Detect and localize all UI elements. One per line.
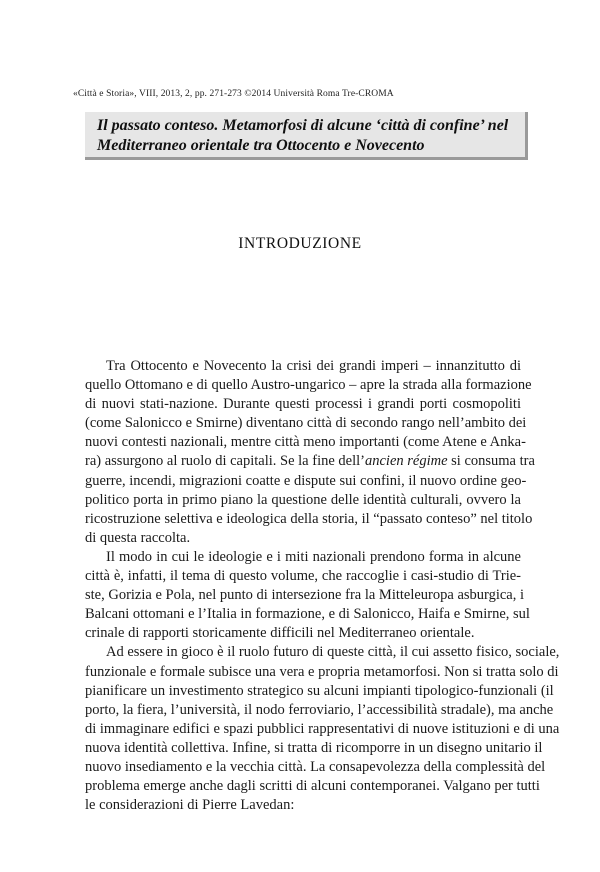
text-line: ricostruzione selettiva e ideologica della storia, il “passato conteso” nel titolo	[85, 510, 533, 527]
text-line: nuovi contesti nazionali, mentre città meno importanti (come Atene e Anka-	[85, 434, 526, 451]
section-heading: INTRODUZIONE	[238, 235, 362, 252]
paragraph-1	[85, 357, 535, 548]
article-title-line-1: Il passato conteso. Metamorfosi di alcune ‘città di confine’ nel	[97, 117, 509, 134]
text-line: Tra Ottocento e Novecento la crisi dei grandi imperi – innanzitutto di	[106, 358, 521, 374]
text-line: di immaginare edifici e spazi pubblici rappresentativi di nuove istituzioni e di una	[85, 720, 560, 737]
text-line: (come Salonicco e Smirne) diventano città di secondo rango nell’ambito dei	[85, 415, 527, 432]
text-line: di nuovi stati-nazione. Durante questi processi i grandi porti cosmopoliti	[85, 396, 521, 413]
text-line: Il modo in cui le ideologie e i miti nazionali prendono forma in alcune	[106, 548, 521, 565]
text-line: politico porta in primo piano la questione delle identità culturali, ovvero la	[85, 491, 521, 508]
text-line: le considerazioni di Pierre Lavedan:	[85, 797, 295, 814]
article-title-line-2: Mediterraneo orientale tra Ottocento e Novecento	[97, 137, 425, 154]
body-text	[85, 357, 560, 815]
text-line: nuova identità collettiva. Infine, si tratta di ricomporre in un disegno unitario il	[85, 739, 543, 756]
text-line: Balcani ottomani e l’Italia in formazione, e di Salonicco, Haifa e Smirne, sul	[85, 606, 530, 623]
text-line: città è, infatti, il tema di questo volume, che raccoglie i casi-studio di Trie-	[85, 568, 521, 585]
text-line: pianificare un investimento strategico su alcuni impianti tipologico-funzionali (il	[85, 682, 554, 699]
text-fragment: si consuma tra	[447, 453, 535, 470]
journal-citation: «Città e Storia», VIII, 2013, 2, pp. 271-273 ©2014 Università Roma Tre-CROMA	[73, 89, 394, 99]
text-line: guerre, incendi, migrazioni coatte e dispute sui confini, il nuovo ordine geo-	[85, 472, 527, 489]
text-line	[85, 452, 535, 471]
text-line: quello Ottomano e di quello Austro-ungarico – apre la strada alla formazione	[85, 377, 532, 394]
article-title	[97, 116, 522, 156]
text-line: problema emerge anche dagli scritti di alcuni contemporanei. Valgano per tutti	[85, 778, 540, 795]
paragraph-2	[85, 548, 530, 643]
italic-term: ancien régime	[364, 453, 448, 470]
text-line: nuovo insediamento e la vecchia città. La consapevolezza della complessità del	[85, 758, 546, 775]
text-line: funzionale e formale subisce una vera e propria metamorfosi. Non si tratta solo di	[85, 663, 559, 680]
text-line: Ad essere in gioco è il ruolo futuro di queste città, il cui assetto fisico, sociale,	[106, 644, 560, 661]
text-fragment: ra) assurgono al ruolo di capitali. Se la fine dell’	[85, 453, 365, 470]
text-line: di questa raccolta.	[85, 529, 191, 546]
text-line: ste, Gorizia e Pola, nel punto di intersezione fra la Mitteleuropa asburgica, i	[85, 587, 525, 604]
text-line: porto, la fiera, l’università, il nodo ferroviario, l’accessibilità stradale), ma anche	[85, 701, 554, 718]
paragraph-3	[85, 643, 560, 815]
text-line: crinale di rapporti storicamente difficili nel Mediterraneo orientale.	[85, 625, 475, 642]
article-title-box	[85, 112, 528, 160]
